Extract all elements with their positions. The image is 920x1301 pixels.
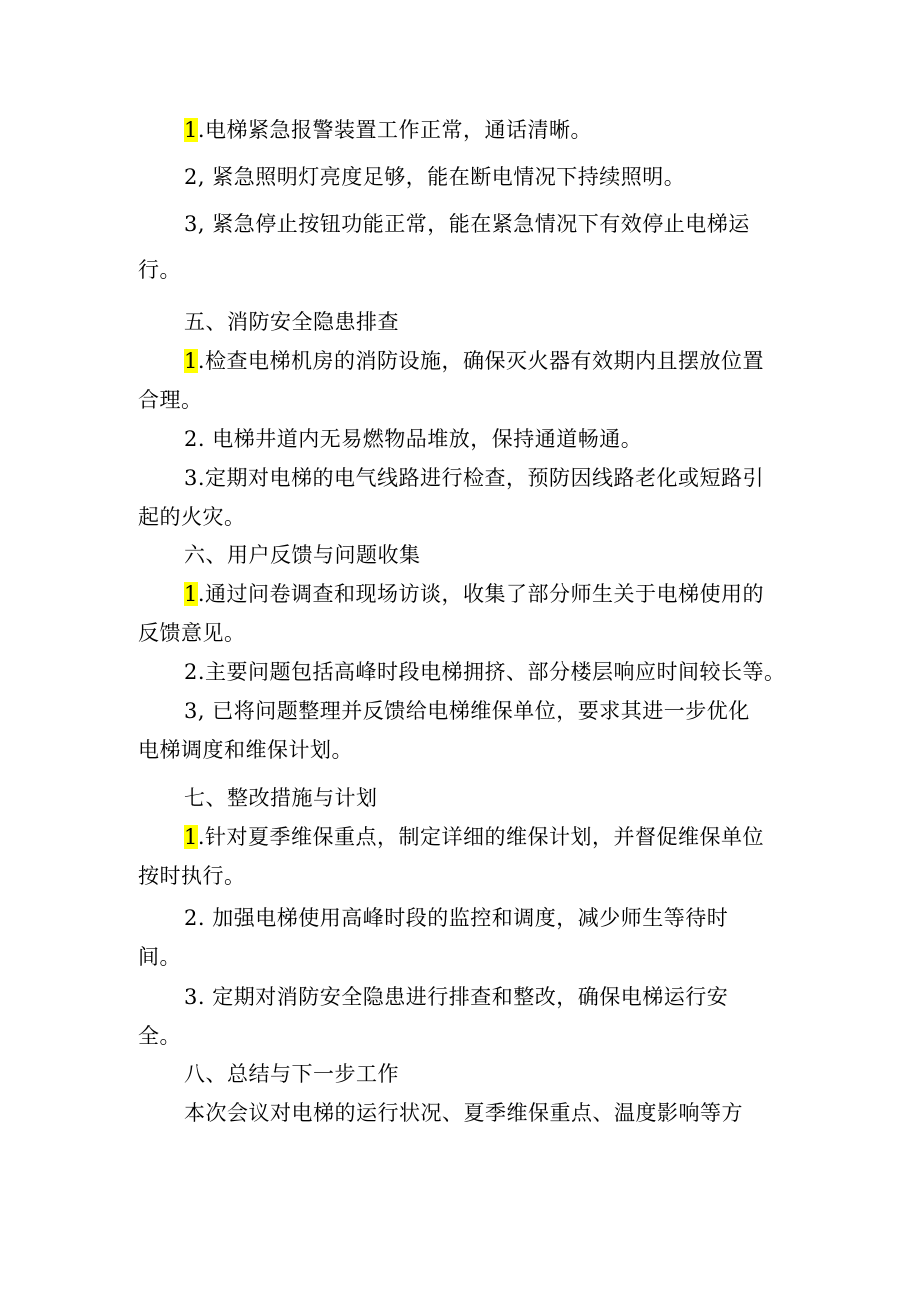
list-item xyxy=(184,823,844,851)
paragraph: 本次会议对电梯的运行状况、夏季维保重点、温度影响等方 xyxy=(184,1101,743,1125)
section-heading: 八、总结与下一步工作 xyxy=(184,1062,399,1086)
list-item-continuation: 间。 xyxy=(138,945,181,969)
highlight-number: 1 xyxy=(184,582,198,606)
highlight-number: 1 xyxy=(184,825,198,849)
list-item xyxy=(184,347,844,375)
list-item-text: .检查电梯机房的消防设施，确保灭火器有效期内且摆放位置 xyxy=(197,349,765,373)
list-item: 3, 已将问题整理并反馈给电梯维保单位，要求其进一步优化 xyxy=(184,699,750,723)
list-item: 2.主要问题包括高峰时段电梯拥挤、部分楼层响应时间较长等。 xyxy=(184,660,786,684)
list-item: 3. 定期对消防安全隐患进行排查和整改，确保电梯运行安 xyxy=(184,985,729,1009)
list-item-continuation: 起的火灾。 xyxy=(138,505,246,529)
list-item-continuation: 反馈意见。 xyxy=(138,621,246,645)
section-heading: 六、用户反馈与问题收集 xyxy=(184,543,421,567)
list-item: 2, 紧急照明灯亮度足够，能在断电情况下持续照明。 xyxy=(184,165,686,189)
list-item: 3, 紧急停止按钮功能正常，能在紧急情况下有效停止电梯运 xyxy=(184,212,750,236)
list-item-continuation: 合理。 xyxy=(138,388,203,412)
list-item-text: .针对夏季维保重点，制定详细的维保计划，并督促维保单位 xyxy=(197,825,765,849)
list-item-continuation: 全。 xyxy=(138,1024,181,1048)
list-item-text: .通过问卷调查和现场访谈，收集了部分师生关于电梯使用的 xyxy=(197,582,765,606)
list-item: 3.定期对电梯的电气线路进行检查，预防因线路老化或短路引 xyxy=(184,466,765,490)
list-item-text: .电梯紧急报警装置工作正常，通话清晰。 xyxy=(197,118,593,142)
list-item xyxy=(184,580,844,608)
section-heading: 七、整改措施与计划 xyxy=(184,786,378,810)
list-item-continuation: 按时执行。 xyxy=(138,864,246,888)
list-item-continuation: 电梯调度和维保计划。 xyxy=(138,738,353,762)
highlight-number: 1 xyxy=(184,349,198,373)
list-item-continuation: 行。 xyxy=(138,258,181,282)
section-heading: 五、消防安全隐患排查 xyxy=(184,310,399,334)
list-item: 2. 电梯井道内无易燃物品堆放，保持通道畅通。 xyxy=(184,427,643,451)
highlight-number: 1 xyxy=(184,118,198,142)
list-item xyxy=(184,116,844,144)
list-item: 2. 加强电梯使用高峰时段的监控和调度，减少师生等待时 xyxy=(184,906,729,930)
